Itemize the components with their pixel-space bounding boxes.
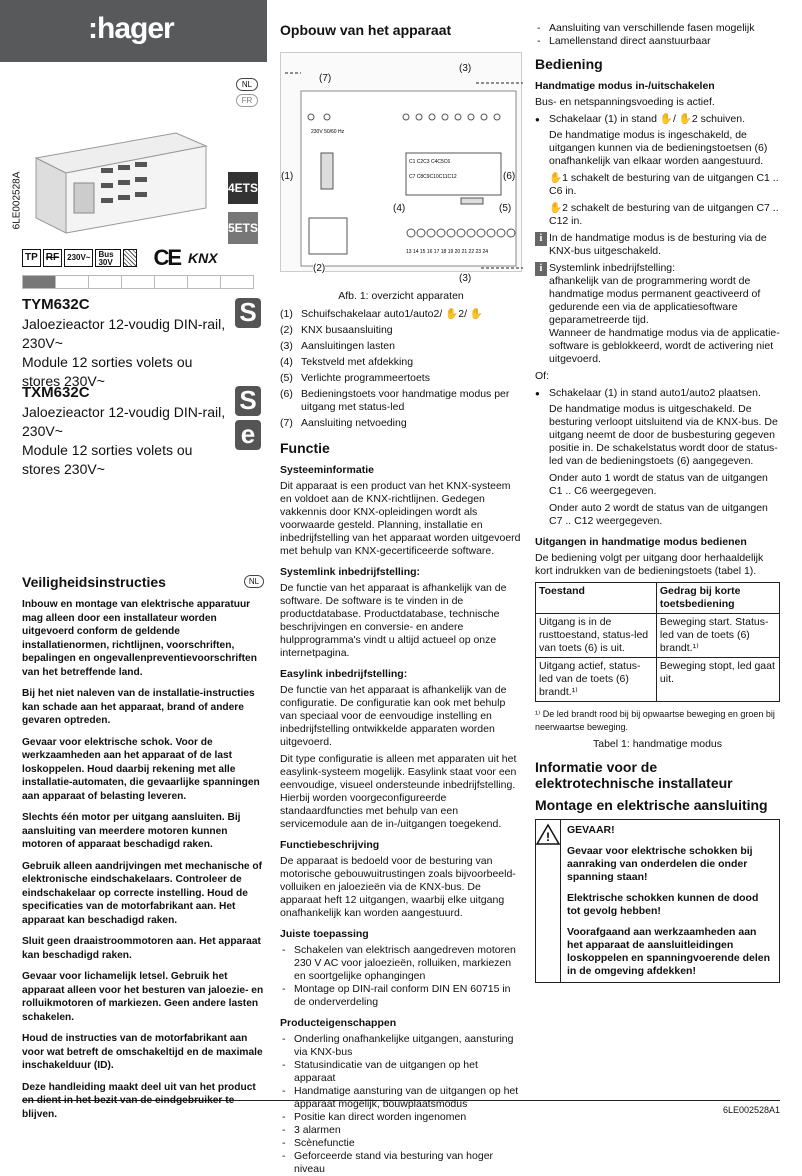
cert-rf: RF — [43, 249, 62, 267]
product-line: stores 230V~ — [22, 461, 105, 477]
section-heading: Juiste toepassing — [280, 928, 369, 940]
s-mode-icon: S — [235, 298, 261, 328]
paragraph: ✋2 schakelt de besturing van de uitgangen C7 .. C12 in. — [549, 202, 779, 227]
figure-label: (5) — [499, 203, 512, 214]
item-number: (6) — [280, 388, 293, 400]
functie-title: Functie — [280, 440, 330, 456]
page-footer: 6LE002528A1 — [22, 1100, 780, 1115]
language-grid — [22, 275, 253, 289]
list-item: - 3 alarmen — [280, 1124, 522, 1137]
list-item: - Montage op DIN-rail conform DIN EN 60715 in de onderverdeling — [280, 983, 522, 1009]
safety-paragraph: Slechts één motor per uitgang aansluiten. Bij aansluiting van meerdere motoren kunnen motoren of apparaat beschadigd raken. — [22, 812, 241, 850]
ets4-label: 4ETS — [228, 181, 259, 195]
table-row — [536, 614, 780, 658]
table-row — [536, 658, 780, 702]
table-cell: Uitgang actief, status-led van de toets (6) brandt.¹⁾ — [536, 658, 657, 702]
item-number: (1) — [280, 308, 293, 320]
paragraph: De handmatige modus is uitgeschakeld. De besturing verloopt uitsluitend via de KNX-bus. De uitgang neemt de door de busbesturing gegeven positie in. De schakelstatus wordt door de status-led van de bedieningstoets (6) aangegeven. — [549, 403, 778, 467]
item-text: Bedieningstoets voor handmatige modus per uitgang met status-led — [301, 388, 510, 413]
figure-label: (1) — [281, 171, 294, 182]
warning-triangle-icon — [536, 820, 561, 982]
list-item — [280, 417, 522, 430]
product-line: Module 12 sorties volets ou — [22, 442, 193, 458]
table-cell: Uitgang is in de rusttoestand, status-led van toets (6) is uit. — [536, 614, 657, 658]
info-icon: i — [535, 262, 547, 276]
list-item: - Schakelen van elektrisch aangedreven motoren 230 V AC voor jaloezieën, rolluiken, markiezen en soortgelijke ophangingen — [280, 944, 522, 983]
item-text: Aansluitingen lasten — [301, 340, 395, 352]
table-header: Toestand — [536, 583, 657, 614]
product-code: TXM632C — [22, 384, 90, 401]
safety-paragraph: Gebruik alleen aandrijvingen met mechanische of elektronische eindschakelaars. Controleer de eindschakelaar op correcte instelling. Houd de specificaties van de motorfabrikant aan. Het apparaat kan beschadigd raken. — [22, 860, 263, 926]
safety-paragraph: Inbouw en montage van elektrische apparatuur mag alleen door een installateur worden uitgevoerd conform de geldende installatienormen, richtlijnen, voorschriften, bepalingen en ongevallenpreventievoorschriften van het betreffende land. — [22, 599, 257, 678]
product-line: Module 12 sorties volets ou — [22, 354, 193, 370]
product-line: 230V~ — [22, 423, 63, 439]
product-line: 230V~ — [22, 335, 63, 351]
item-text: Verlichte programmeertoets — [301, 372, 430, 384]
manual-mode-table — [535, 582, 780, 702]
paragraph: De functie van het apparaat is afhankelijk van de software. De software is te vinden in de productdatabase. Productdatabase, technische beschrijvingen en conversie- en andere hulpprogramma's vindt u altijd actueel op onze internetpagina. — [280, 582, 507, 659]
list-item: - Lamellenstand direct aanstuurbaar — [535, 35, 780, 48]
list-item: - Geforceerde stand via besturing van hoger niveau — [280, 1150, 522, 1176]
figure-outputs-c1-c6: C1 C2C3 C4C5C6 — [409, 159, 451, 165]
item-number: (4) — [280, 356, 293, 368]
bullet-step: ● Schakelaar (1) in stand ✋/ ✋2 schuiven. — [535, 113, 780, 126]
lang-badge-fr: FR — [236, 94, 258, 107]
product-line: Jaloezieactor 12-voudig DIN-rail, — [22, 404, 226, 420]
paragraph: De apparaat is bedoeld voor de besturing van motorische gebouwuitrustingen zoals bijvoorbeeld-volluiken en jaloezieën via de KNX-bus. De apparaat heft 12 uitgangen, waarbij elke uitgang onafhankelijk kan worden aangestuurd. — [280, 855, 516, 919]
item-text: KNX busaansluiting — [301, 324, 393, 336]
product-block-2 — [22, 384, 237, 479]
safety-section — [22, 574, 264, 1129]
list-item: - Scènefunctie — [280, 1137, 522, 1150]
product-line: Jaloezieactor 12-voudig DIN-rail, — [22, 316, 226, 332]
table-footnote: ¹⁾ De led brandt rood bij bij opwaartse beweging en groen bij neerwaartse beweging. — [535, 709, 775, 732]
cert-tp: TP — [22, 249, 41, 267]
item-number: (7) — [280, 417, 293, 429]
figure-label: (3) — [459, 63, 472, 74]
list-item — [280, 356, 522, 369]
paragraph: ✋1 schakelt de besturing van de uitgangen C1 .. C6 in. — [549, 172, 779, 197]
table-header-row — [536, 583, 780, 614]
lang-cell — [154, 275, 188, 289]
section-heading: Producteigenschappen — [280, 1017, 397, 1029]
paragraph: Onder auto 2 wordt de status van de uitgangen C7 .. C12 weergegeven. — [549, 502, 768, 527]
opbouw-title: Opbouw van het apparaat — [280, 22, 452, 38]
knx-logo: KNX — [188, 250, 218, 266]
paragraph: De bediening volgt per uitgang door herhaaldelijk kort indrukken van de bedieningstoets (tabel 1). — [535, 552, 764, 577]
table-cell: Beweging start. Status-led van de toets (6) brandt.¹⁾ — [656, 614, 779, 658]
ce-mark: CE — [153, 245, 181, 270]
weee-icon — [123, 249, 137, 267]
doc-code-vertical: 6LE002528A — [11, 171, 23, 230]
installer-info-title: Informatie voor de elektrotechnische installateur — [535, 759, 733, 791]
figure-terminal-numbers: 13 14 15 16 17 18 19 20 21 22 23 24 — [406, 249, 489, 255]
lang-cell — [121, 275, 155, 289]
section-heading: Systeeminformatie — [280, 464, 374, 476]
warning-line: Gevaar voor elektrische schokken bij aanraking van onderdelen die onder spanning staan! — [567, 845, 753, 883]
item-text: Schuifschakelaar auto1/auto2/ ✋2/ ✋ — [301, 308, 484, 320]
safety-title-text: Veiligheidsinstructies — [22, 574, 166, 590]
bullet-step: ● Schakelaar (1) in stand auto1/auto2 plaatsen. — [535, 387, 780, 400]
device-overview-drawing — [281, 53, 523, 273]
bediening-column — [535, 22, 780, 983]
list-item: - Onderling onafhankelijke uitgangen, aansturing via KNX-bus — [280, 1033, 522, 1059]
mounting-title: Montage en elektrische aansluiting — [535, 797, 768, 813]
bediening-title: Bediening — [535, 56, 603, 72]
product-block-1 — [22, 296, 237, 391]
info-text: In de handmatige modus is de besturing via de KNX-bus uitgeschakeld. — [549, 232, 767, 257]
e-mode-icon: e — [235, 420, 261, 450]
svg-text:!: ! — [546, 830, 550, 844]
s-mode-icon: S — [235, 386, 261, 416]
cert-230v: 230V~ — [64, 249, 93, 267]
use-list — [280, 944, 522, 1009]
list-item — [280, 340, 522, 353]
warning-line: Elektrische schokken kunnen de dood tot gevolg hebben! — [567, 892, 759, 917]
lang-cell — [187, 275, 221, 289]
figure-label: (2) — [313, 263, 326, 274]
ets5-label: 5ETS — [228, 221, 259, 235]
table-header: Gedrag bij korte toetsbediening — [656, 583, 779, 614]
list-item — [280, 308, 522, 321]
paragraph: De functie van het apparaat is afhankelijk van de configuratie. De configuratie kan ook met behulp van speciaal voor de eenvoudige instelling en inbedrijfstelling ontwikkelde apparaten worden uitgevoerd. — [280, 684, 507, 748]
product-code: TYM632C — [22, 296, 90, 313]
safety-paragraph: Gevaar voor elektrische schok. Voor de werkzaamheden aan het apparaat of de last loskoppelen. Houd daarbij rekening met alle installatie-automaten, die gevaarlijke spanningen aan apparaat of belasting leveren. — [22, 736, 260, 802]
info-text-heading: Systemlink inbedrijfstelling: — [549, 262, 676, 274]
component-list — [280, 308, 522, 430]
section-heading: Functiebeschrijving — [280, 839, 380, 851]
info-note — [535, 232, 780, 258]
brand-header — [0, 0, 267, 62]
safety-paragraph: Gevaar voor lichamelijk letsel. Gebruik het apparaat alleen voor het besturen van jaloezie- en rolluikmotoren of markiezen. Geen andere lasten schakelen. — [22, 971, 264, 1023]
warning-line: GEVAAR! — [567, 824, 615, 836]
ets4-logo — [228, 172, 258, 204]
info-text — [549, 262, 780, 366]
section-heading: Systemlink inbedrijfstelling: — [280, 566, 421, 578]
device-overview-figure — [280, 52, 522, 284]
info-icon: i — [535, 232, 547, 246]
lang-badge-nl: NL — [236, 78, 258, 91]
item-number: (5) — [280, 372, 293, 384]
lang-cell — [55, 275, 89, 289]
paragraph: De handmatige modus is ingeschakeld, de uitgangen kunnen via de bedieningstoetsen (6) onafhankelijk van elkaar worden aangestuurd. — [549, 129, 768, 167]
opbouw-functie-column — [280, 22, 522, 1176]
lang-cell — [220, 275, 254, 289]
section-heading: Uitgangen in handmatige modus bedienen — [535, 536, 747, 548]
list-item — [280, 372, 522, 385]
cert-bus: Bus 30V — [95, 249, 121, 267]
table-caption: Tabel 1: handmatige modus — [593, 738, 722, 750]
warning-text — [561, 820, 779, 982]
lang-badge-nl: NL — [244, 575, 264, 588]
info-text-body: afhankelijk van de programmering wordt de handmatige modus permanent geactiveerd of gedurende een via de applicatiesoftware geparametreerde tijd. — [549, 275, 761, 326]
list-item: - Positie kan direct worden ingenomen — [280, 1111, 522, 1124]
figure-label: (3) — [459, 273, 472, 284]
safety-title — [22, 574, 264, 590]
figure-label: (4) — [393, 203, 406, 214]
list-item — [280, 324, 522, 337]
properties-list-cont — [535, 22, 780, 48]
warning-line: Voorafgaand aan werkzaamheden aan het apparaat de aansluitleidingen loskoppelen en spanningvoerende delen in de omgeving afdekken! — [567, 926, 771, 977]
figure-outputs-c7-c12: C7 C8C9C10C11C12 — [409, 174, 457, 180]
section-heading: Easylink inbedrijfstelling: — [280, 668, 408, 680]
lang-cell — [22, 275, 56, 289]
info-text-body: Wanneer de handmatige modus via de applicatie-software is geblokkeerd, wordt de activering niet uitgevoerd. — [549, 327, 780, 365]
item-text: Aansluiting netvoeding — [301, 417, 407, 429]
certification-row — [22, 245, 218, 270]
device-illustration — [26, 128, 211, 238]
product-line: stores 230V~ — [22, 373, 105, 389]
paragraph: Dit apparaat is een product van het KNX-systeem en voldoet aan de KNX-richtlijnen. Gedegen vakkennis door KNX-opleidingen wordt als voorwaarde gesteld. Planning, installatie en inbedrijfstelling van het apparaat worden uitgevoerd met behulp van KNX-gecertificeerde software. — [280, 480, 521, 557]
safety-paragraph: Deze handleiding maakt deel uit van het product en dient in het bezit van de eindgebruiker te blijven. — [22, 1081, 256, 1120]
figure-label: (7) — [319, 73, 332, 84]
item-number: (3) — [280, 340, 293, 352]
paragraph: Of: — [535, 370, 550, 382]
list-item: - Aansluiting van verschillende fasen mogelijk — [535, 22, 780, 35]
list-item: - Statusindicatie van de uitgangen op het apparaat — [280, 1059, 522, 1085]
safety-paragraph: Sluit geen draaistroommotoren aan. Het apparaat kan beschadigd raken. — [22, 936, 261, 961]
item-number: (2) — [280, 324, 293, 336]
list-item: - Handmatige aansturing van de uitgangen op het apparaat mogelijk, bouwplaatsmodus — [280, 1085, 522, 1111]
ets5-logo — [228, 212, 258, 244]
safety-paragraph: Houd de instructies van de motorfabrikant aan voor wat betreft de omschakeltijd en de maximale inschakelduur (ID). — [22, 1033, 263, 1071]
safety-paragraph: Bij het niet naleven van de installatie-instructies kan schade aan het apparaat, brand of andere gevaren optreden. — [22, 688, 255, 726]
figure-voltage-label: 230V 50/60 Hz — [311, 129, 345, 135]
info-note — [535, 262, 780, 366]
hager-logo: :hager — [88, 12, 174, 45]
paragraph: Onder auto 1 wordt de status van de uitgangen C1 .. C6 weergegeven. — [549, 472, 768, 497]
lang-cell — [88, 275, 122, 289]
list-item — [280, 388, 522, 414]
figure-caption: Afb. 1: overzicht apparaten — [338, 290, 464, 302]
paragraph: Dit type configuratie is alleen met apparaten uit het easylink-systeem mogelijk. Easylink staat voor een eenvoudige, visueel ondersteunde inbedrijfstelling. Hierbij worden voorgeconfigureerde standaardfuncties met behulp van een servicemodule aan de in-/uitgangen toegekend. — [280, 753, 517, 830]
figure-label: (6) — [503, 171, 516, 182]
section-heading: Handmatige modus in-/uitschakelen — [535, 80, 715, 92]
language-badges — [236, 78, 258, 110]
danger-warning — [535, 819, 780, 983]
item-text: Tekstveld met afdekking — [301, 356, 414, 368]
table-cell: Beweging stopt, led gaat uit. — [656, 658, 779, 702]
paragraph: Bus- en netspanningsvoeding is actief. — [535, 96, 715, 108]
